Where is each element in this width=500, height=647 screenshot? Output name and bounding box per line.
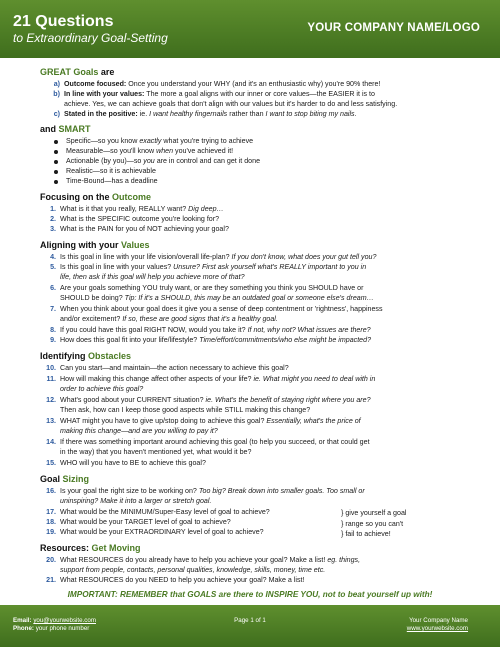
document-title: 21 Questions	[13, 13, 114, 30]
question-11: 11. How will making this change affect other aspects of your life? ie. What might you need to deal with in	[46, 375, 376, 383]
smart-item-time-bound: Time-Bound—has a deadline	[66, 177, 158, 187]
sizing-range-note	[341, 508, 406, 540]
bullet-icon	[54, 170, 58, 174]
important-reminder: IMPORTANT: REMEMBER that GOALS are there to INSPIRE YOU, not to beat yourself up with!	[67, 590, 433, 599]
question-18: 18. What would be your TARGET level of goal to achieve?	[46, 518, 231, 526]
section-heading-obstacles: Identifying Obstacles	[40, 351, 132, 361]
question-13: 13. WHAT might you have to give up/stop doing to achieve this goal? Essentially, what's the price of	[46, 417, 361, 425]
question-21: 21. What RESOURCES do you NEED to help you achieve your goal? Make a list!	[46, 576, 305, 584]
question-5-continued: life, then ask if this goal will help you achieve more of that?	[60, 273, 245, 281]
great-item-b: b) In line with your values: The more a goal aligns with our inner or core values—the EASIER it is to	[53, 90, 375, 98]
question-15: 15. WHO will you have to BE to achieve this goal?	[46, 459, 206, 467]
question-16-continued: uninspiring? Make it into a larger or stretch goal.	[60, 497, 212, 505]
question-2: 2. What is the SPECIFIC outcome you're looking for?	[50, 215, 220, 223]
question-12-continued: Then ask, how can I keep those good aspects while STILL making this change?	[60, 406, 311, 414]
header-banner	[0, 0, 500, 58]
footer-contact: Email: you@yourwebsite.com Phone: your phone number	[13, 617, 96, 632]
footer-banner	[0, 605, 500, 647]
sizing-note-line: } give yourself a goal	[341, 509, 407, 517]
footer-company	[407, 617, 468, 633]
company-logo-placeholder: YOUR COMPANY NAME/LOGO	[307, 22, 480, 34]
question-12: 12. What's good about your CURRENT situation? ie. What's the benefit of staying right where you are?	[46, 396, 371, 404]
question-6-continued: SHOULD be doing? Tip: If it's a SHOULD, this may be an outdated goal or someone else's dream…	[60, 294, 374, 302]
question-1: 1. What is it that you really, REALLY want? Dig deep…	[50, 205, 224, 213]
question-19: 19. What would be your EXTRAORDINARY level of goal to achieve?	[46, 528, 264, 536]
question-17: 17. What would be the MINIMUM/Super-Easy level of goal to achieve?	[46, 508, 270, 516]
section-heading-sizing: Goal Sizing	[40, 474, 90, 484]
smart-item-realistic: Realistic—so it is achievable	[66, 167, 156, 177]
section-heading-outcome: Focusing on the Outcome	[40, 192, 152, 202]
smart-item-specific: Specific—so you know exactly what you're trying to achieve	[66, 137, 253, 147]
bullet-icon	[54, 150, 58, 154]
smart-item-actionable: Actionable (by you)—so you are in control and can get it done	[66, 157, 260, 167]
section-heading-values: Aligning with your Values	[40, 240, 150, 250]
question-7: 7. When you think about your goal does it give you a sense of deep contentment or 'rightness', happiness	[50, 305, 383, 313]
bullet-icon	[54, 160, 58, 164]
company-name: Your Company Name	[409, 617, 468, 624]
question-16: 16. Is your goal the right size to be working on? Too big? Break down into smaller goals. Too small or	[46, 487, 365, 495]
website-link[interactable]: www.yourwebsite.com	[406, 625, 468, 632]
page-number: Page 1 of 1	[234, 617, 266, 624]
question-7-continued: and/or excitement? If so, these are good signs that it's a healthy goal.	[60, 315, 278, 323]
question-4: 4. Is this goal in line with your life vision/overall life-plan? If you don't know, what does your gut tell you?	[50, 253, 377, 261]
bullet-icon	[54, 140, 58, 144]
question-13-continued: making this change—and are you willing to pay it?	[60, 427, 218, 435]
section-heading-smart: and SMART	[40, 124, 91, 134]
great-item-b-continued: achieve. Yes, we can achieve goals that don't align with our values but it's harder to do and less satisfying.	[64, 100, 398, 108]
section-heading-great-goals: GREAT Goals are	[40, 67, 115, 77]
sizing-note-line: } range so you can't	[341, 519, 404, 528]
question-6: 6. Are your goals something YOU truly want, or are they something you think you SHOULD have or	[50, 284, 364, 292]
sizing-note-line: } fail to achieve!	[341, 530, 391, 538]
question-10: 10. Can you start—and maintain—the action necessary to achieve this goal?	[46, 364, 289, 372]
question-14: 14. If there was something important around achieving this goal (to help you succeed, or that could get	[46, 438, 370, 446]
great-item-a: a) Outcome focused: Once you understand your WHY (and it's an enthusiastic why) you're 90% there!	[53, 80, 381, 88]
question-11-continued: order to achieve this goal?	[60, 385, 144, 393]
question-20: 20. What RESOURCES do you already have to help you achieve your goal? Make a list! eg. things,	[46, 556, 361, 564]
question-9: 9. How does this goal fit into your life/lifestyle? Time/effort/commitments/who else might be impacted?	[50, 336, 372, 344]
smart-item-measurable: Measurable—so you'll know when you've achieved it!	[66, 147, 233, 157]
document-subtitle: to Extraordinary Goal-Setting	[13, 31, 168, 45]
email-link[interactable]: you@yourwebsite.com	[33, 617, 96, 624]
question-20-continued: support from people, contacts, personal qualities, knowledge, skills, money, time etc.	[60, 566, 326, 574]
section-heading-resources: Resources: Get Moving	[40, 543, 141, 553]
question-3: 3. What is the PAIN for you of NOT achieving your goal?	[50, 225, 229, 233]
bullet-icon	[54, 180, 58, 184]
question-8: 8. If you could have this goal RIGHT NOW, would you take it? If not, why not? What issues are there?	[50, 326, 371, 334]
great-item-c: c) Stated in the positive: ie. I want healthy fingernails rather than I want to stop biting my nails.	[53, 110, 357, 118]
question-14-continued: in the way) that you haven't mentioned yet, what would it be?	[60, 448, 252, 456]
phone-number: your phone number	[35, 625, 90, 632]
question-5: 5. Is this goal in line with your values? Unsure? First ask yourself what's REALLY important to you in	[50, 263, 367, 271]
